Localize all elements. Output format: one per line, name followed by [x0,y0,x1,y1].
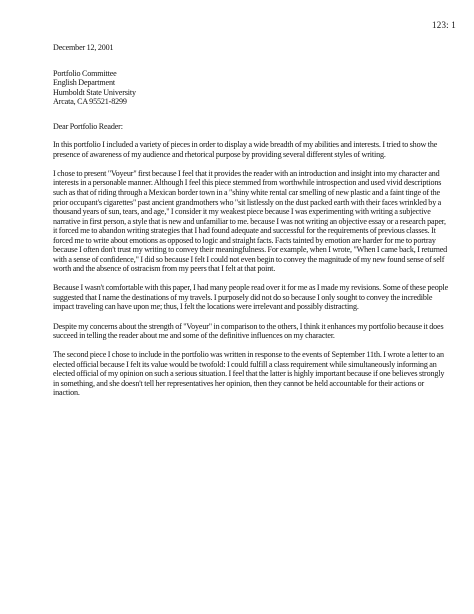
salutation: Dear Portfolio Reader: [53,121,123,131]
letter-body [53,43,451,407]
address-line: Portfolio Committee [53,68,117,78]
paragraph-voyeur: I chose to present "Voyeur" first because I feel that it provides the reader with an introduction and insight into my character and interests in a personable manner. Although I feel this piece stemmed from worthwhile introspection and used vivid descriptions such as that of riding through a Mexican border town in a "shiny white rental car smelling of new plastic and a faint tinge of the prior occupant's cigarettes" past ancient grandmothers who "sit listlessly on the dust packed earth with their faces wrinkled by a thousand years of sun, tears, and age," I consider it my weakest piece because I was experimenting with writing a subjective narrative in first person, a style that is new and unfamiliar to me. because I was not writing an objective essay or a research paper, it forced me to abandon writing strategies that I had found adequate and successful for the requirements of previous classes. It forced me to write about emotions as opposed to logic and straight facts. Facts tainted by emotion are harder for me to portray because I often don't trust my writing to convey their meaningfulness. For example, when I wrote, "When I came back, I returned with a sense of confidence," I did so because I felt I could not even begin to convey the magnitude of my new found sense of self worth and the absence of ostracism from my peers that I felt at that point. [53,168,448,274]
page-number: 123: 1 [432,20,456,30]
paragraph-strength: Despite my concerns about the strength of "Voyeur" in comparison to the others, I think it enhances my portfolio because it does succeed in telling the reader about me and some of the definitive influences on my character. [53,321,444,341]
paragraph-intro: In this portfolio I included a variety of pieces in order to display a wide breadth of my abilities and interests. I tried to show the presence of awareness of my audience and rhetorical purpose by providing several different styles of writing. [53,140,438,159]
address-line: Humboldt State University [53,87,136,97]
recipient-address [53,69,451,107]
letter-date: December 12, 2001 [53,43,114,52]
address-line: Arcata, CA 95521-8299 [53,97,127,107]
paragraph-revisions: Because I wasn't comfortable with this paper, I had many people read over it for me as I made my revisions. Some of these people suggested that I name the destinations of my travels. I purposely did not do so because I only sought to convey the incredible impact traveling can have upon me; thus, I felt the locations were irrelevant and possibly distracting. [53,283,449,312]
paragraph-second-piece: The second piece I chose to include in the portfolio was written in response to the events of September 11th. I wrote a letter to an elected official because I felt its value would be twofold: I could fulfill a class requirement while simultaneously informing an elected official of my opinion on such a serious situation. I feel that the latter is highly important because if one believes strongly in something, and she doesn't tell her representatives her opinion, then they cannot be held accountable for their actions or inaction. [53,350,445,398]
address-line: English Department [53,78,115,88]
